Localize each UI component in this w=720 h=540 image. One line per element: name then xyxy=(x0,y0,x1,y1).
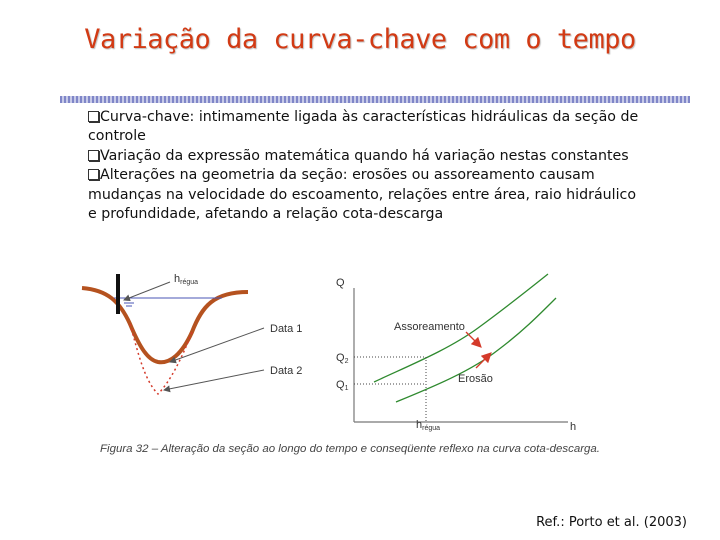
q-axis-label: Q xyxy=(336,277,345,289)
erosao-label: Erosão xyxy=(458,373,493,385)
channel-section-data2 xyxy=(130,324,192,394)
channel-section-data1 xyxy=(82,288,248,362)
bullet-item xyxy=(88,147,648,166)
data2-pointer xyxy=(164,370,264,390)
checkbox-bullet-icon xyxy=(88,150,99,161)
h-regua-label: hrégua xyxy=(174,273,199,286)
slide-title: Variação da curva-chave com o tempo xyxy=(84,24,636,55)
data1-label: Data 1 xyxy=(270,323,303,335)
cross-section-diagram xyxy=(82,273,302,394)
checkbox-bullet-icon xyxy=(88,169,99,180)
erosao-arrow xyxy=(476,354,490,368)
checkbox-bullet-icon xyxy=(88,111,99,122)
assoreamento-label: Assoreamento xyxy=(394,321,465,333)
q1-label: Q1 xyxy=(336,379,349,392)
q2-label: Q2 xyxy=(336,352,349,365)
assoreamento-arrow xyxy=(466,332,480,346)
staff-gauge xyxy=(116,274,120,314)
bullet-text: Alterações na geometria da seção: erosões ou assoreamento causam mudanças na velocidade do escoamento, relações entre área, raio hidráulico e profundidade, afetando a relação cota-descarga xyxy=(88,167,636,223)
rating-curve-erosao xyxy=(396,298,556,402)
href-label: hrégua xyxy=(416,419,441,432)
figure-caption: Figura 32 – Alteração da seção ao longo do tempo e conseqüente reflexo na curva cota-descarga. xyxy=(100,443,600,455)
bullet-text: Variação da expressão matemática quando há variação nestas constantes xyxy=(100,147,629,164)
reference-citation: Ref.: Porto et al. (2003) xyxy=(536,515,687,530)
h-axis-label: h xyxy=(570,421,577,433)
section-change-figure xyxy=(78,262,608,462)
bullet-item xyxy=(88,166,648,224)
bullet-item xyxy=(88,108,648,147)
bullet-text: Curva-chave: intimamente ligada às características hidráulicas da seção de controle xyxy=(88,109,639,145)
data2-label: Data 2 xyxy=(270,365,303,377)
bullet-list xyxy=(88,108,648,224)
title-divider xyxy=(60,96,690,103)
rating-curve-plot xyxy=(336,274,576,433)
h-regua-pointer xyxy=(124,282,170,300)
